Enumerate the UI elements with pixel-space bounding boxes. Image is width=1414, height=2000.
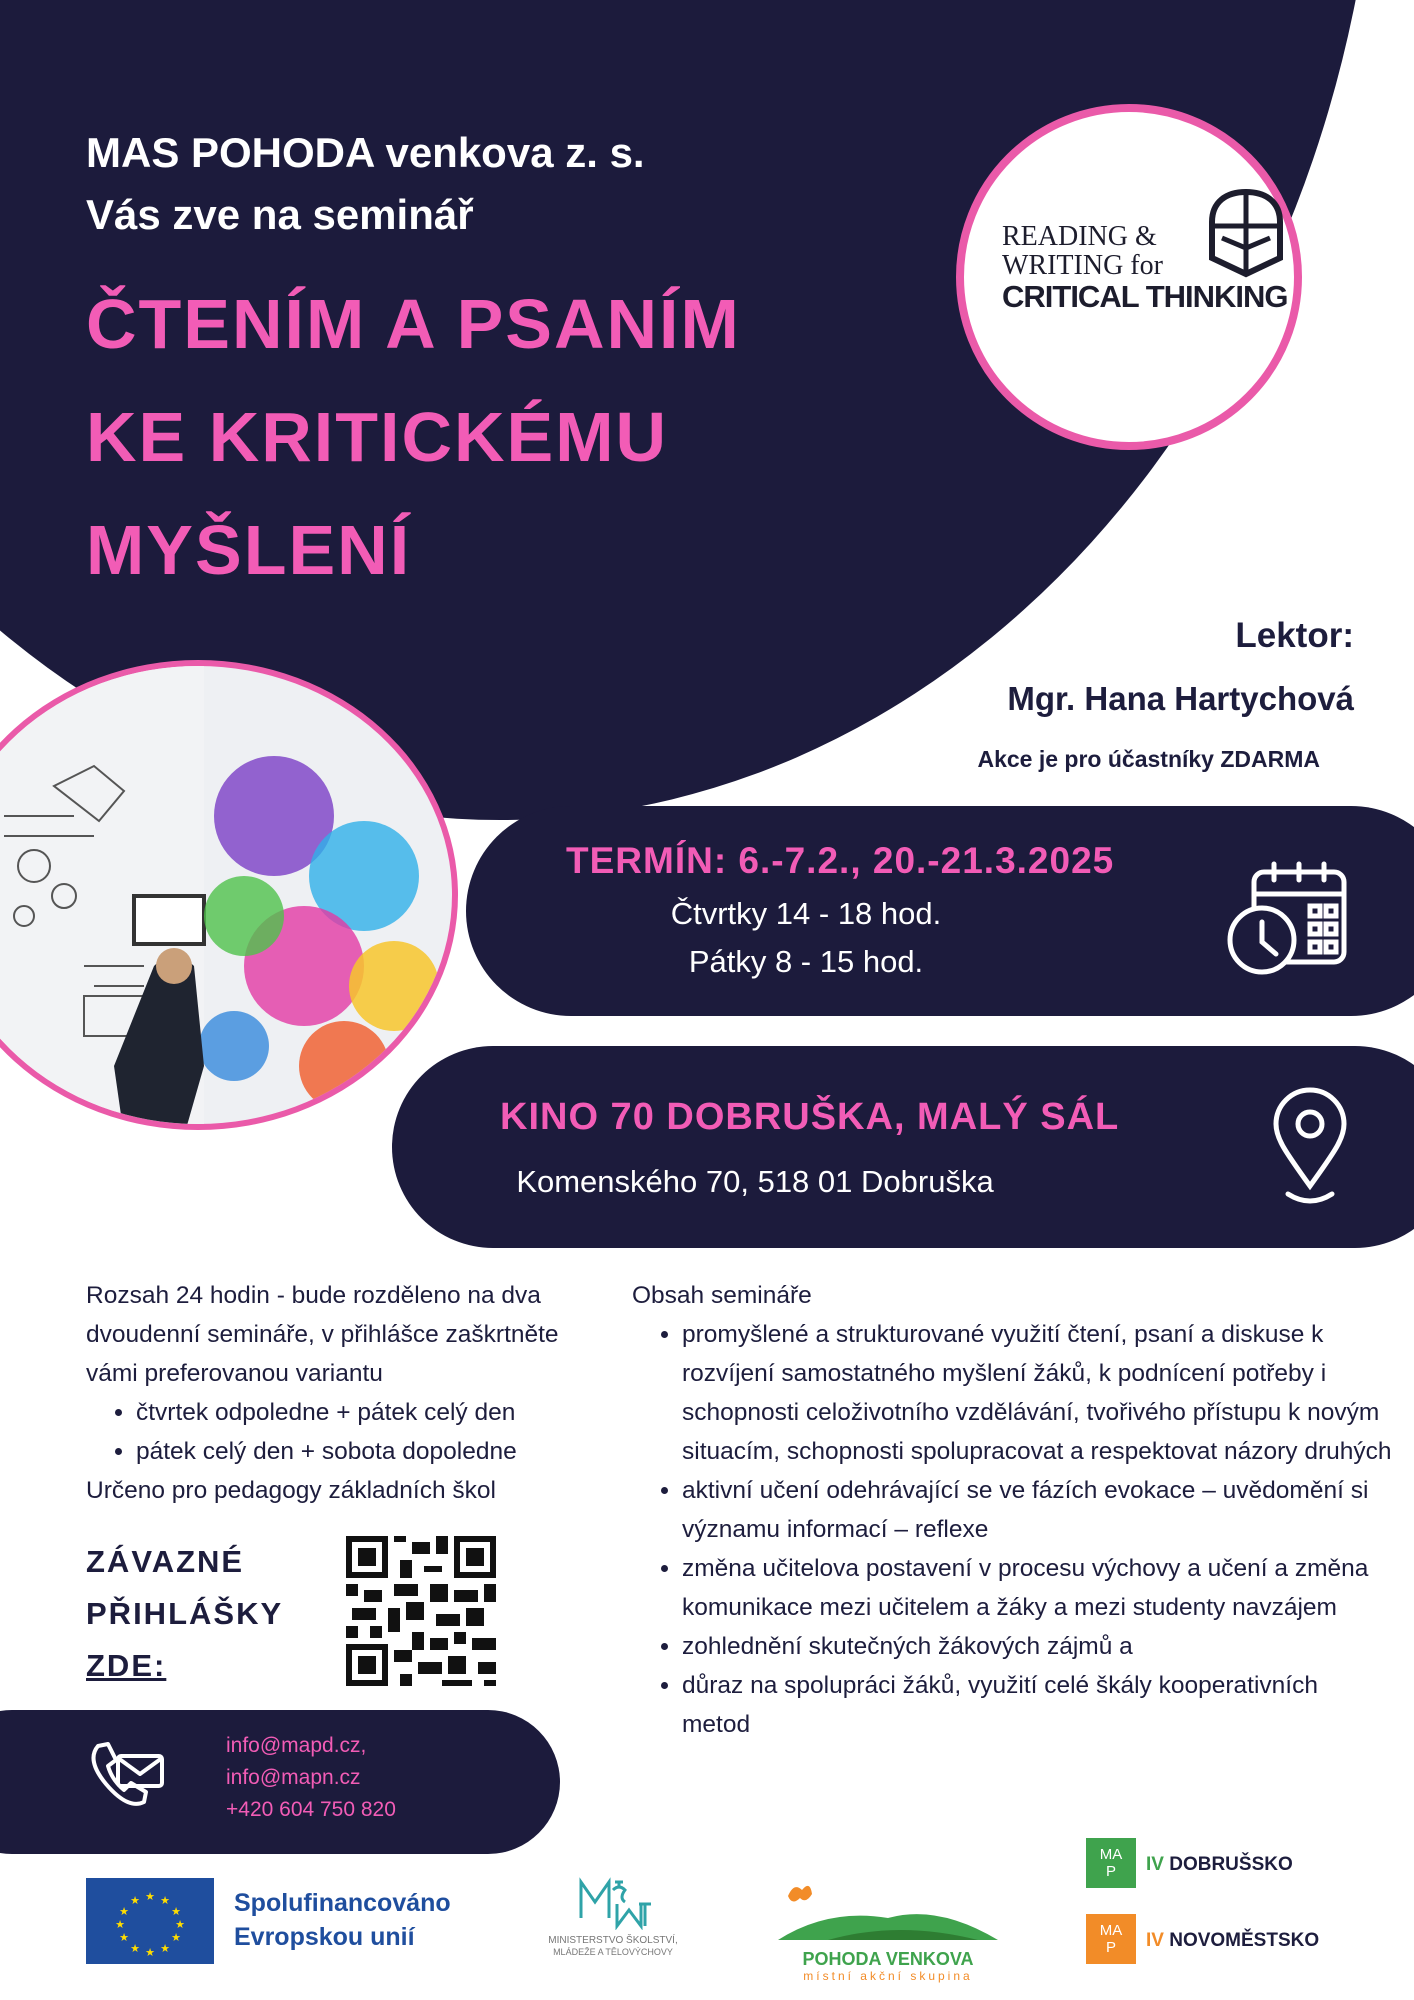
eu-flag-icon bbox=[86, 1878, 214, 1964]
msmt-logo bbox=[518, 1874, 708, 1958]
lector-label: Lektor: bbox=[1235, 616, 1354, 655]
msmt-line-2: MLÁDEŽE A TĚLOVÝCHOVY bbox=[553, 1947, 673, 1957]
logo-line-1: READING & bbox=[1002, 221, 1157, 252]
svg-text:★: ★ bbox=[119, 1905, 129, 1918]
variant-list bbox=[86, 1393, 606, 1471]
lector-name: Mgr. Hana Hartychová bbox=[1007, 680, 1354, 717]
svg-text:★: ★ bbox=[175, 1918, 185, 1931]
map-novomestsko-label: IV NOVOMĚSTSKO bbox=[1146, 1930, 1320, 1951]
calendar-clock-icon bbox=[1224, 860, 1354, 980]
svg-text:★: ★ bbox=[160, 1942, 170, 1955]
organizer-heading bbox=[86, 122, 645, 246]
phone-mail-icon bbox=[84, 1740, 168, 1816]
scope-intro: Rozsah 24 hodin - bude rozděleno na dva dvoudenní semináře, v přihlášce zaškrtněte vámi preferovanou variantu bbox=[86, 1282, 559, 1387]
eu-cofinanced-text bbox=[234, 1886, 451, 1954]
pohoda-line-1: POHODA VENKOVA bbox=[802, 1949, 974, 1969]
rwct-logo bbox=[956, 104, 1302, 450]
list-item: • čtvrtek odpoledne + pátek celý den bbox=[136, 1393, 606, 1432]
list-item: • promyšlené a strukturované využití čtení, psaní a diskuse k rozvíjení samostatného myšlení žáků, k podnícení potřeby i schopnosti celoživotního vzdělávání, tvořivého přístupu k novým situacím, schopnosti spolupracovat a respektovat názory druhých bbox=[682, 1315, 1392, 1471]
svg-text:★: ★ bbox=[160, 1894, 170, 1907]
content-heading: Obsah semináře bbox=[632, 1282, 812, 1309]
brainstorm-illustration bbox=[0, 666, 458, 1130]
list-item: • důraz na spolupráci žáků, využití celé škály kooperativních metod bbox=[682, 1666, 1392, 1744]
svg-text:★: ★ bbox=[115, 1918, 125, 1931]
term-fridays: Pátky 8 - 15 hod. bbox=[688, 944, 924, 979]
location-address: Komenského 70, 518 01 Dobruška bbox=[516, 1164, 994, 1199]
svg-text:★: ★ bbox=[119, 1931, 129, 1944]
free-admission-note: Akce je pro účastníky ZDARMA bbox=[977, 746, 1320, 772]
msmt-monogram-icon bbox=[573, 1874, 653, 1930]
seminar-scope bbox=[86, 1276, 606, 1510]
title-line-1: ČTENÍM A PSANÍM bbox=[86, 285, 741, 363]
location-title: KINO 70 DOBRUŠKA, MALÝ SÁL bbox=[500, 1096, 1120, 1138]
logo-text bbox=[1002, 222, 1292, 314]
title-line-3: MYŠLENÍ bbox=[86, 511, 412, 589]
svg-text:★: ★ bbox=[145, 1890, 155, 1903]
msmt-line-1: MINISTERSTVO ŠKOLSTVÍ, bbox=[548, 1935, 678, 1946]
invitation-line: Vás zve na seminář bbox=[86, 191, 474, 238]
list-item: • změna učitelova postavení v procesu výchovy a učení a změna komunikace mezi učitelem a žáky a mezi studenty navzájem bbox=[682, 1549, 1392, 1627]
term-title: TERMÍN: 6.-7.2., 20.-21.3.2025 bbox=[566, 840, 1115, 881]
svg-text:★: ★ bbox=[145, 1946, 155, 1959]
eu-line-1: Spolufinancováno bbox=[234, 1889, 451, 1917]
pohoda-hills-icon bbox=[768, 1874, 1008, 1944]
logo-line-2: WRITING for bbox=[1002, 250, 1163, 281]
audience-note: Určeno pro pedagogy základních škol bbox=[86, 1477, 496, 1504]
signup-line-3: ZDE: bbox=[86, 1648, 167, 1683]
map-dobrusko-label: IV DOBRUŠSKO bbox=[1146, 1854, 1293, 1875]
list-item: • pátek celý den + sobota dopoledne bbox=[136, 1432, 606, 1471]
pohoda-line-2: místní akční skupina bbox=[803, 1969, 973, 1983]
map-dobrusko-badge: MA P bbox=[1086, 1838, 1136, 1888]
list-item: • aktivní učení odehrávající se ve fázích evokace – uvědomění si významu informací – reflexe bbox=[682, 1471, 1392, 1549]
svg-text:★: ★ bbox=[130, 1894, 140, 1907]
list-item: • zohlednění skutečných žákových zájmů a bbox=[682, 1627, 1392, 1666]
organizer-name: MAS POHODA venkova z. s. bbox=[86, 129, 645, 176]
term-thursdays: Čtvrtky 14 - 18 hod. bbox=[670, 896, 942, 931]
signup-label bbox=[86, 1536, 283, 1692]
email-mapn-link[interactable]: info@mapn.cz bbox=[226, 1766, 361, 1789]
svg-text:★: ★ bbox=[130, 1942, 140, 1955]
contact-details bbox=[226, 1730, 396, 1826]
logo-line-3: CRITICAL THINKING bbox=[1002, 279, 1288, 314]
eu-line-2: Evropskou unií bbox=[234, 1923, 415, 1951]
email-mapd-link[interactable]: info@mapd.cz, bbox=[226, 1734, 367, 1757]
pohoda-venkova-logo bbox=[768, 1874, 1008, 1983]
svg-text:★: ★ bbox=[171, 1905, 181, 1918]
location-panel bbox=[392, 1046, 1414, 1248]
seminar-title bbox=[86, 268, 741, 607]
title-line-2: KE KRITICKÉMU bbox=[86, 398, 669, 476]
location-pin-icon bbox=[1270, 1086, 1350, 1210]
content-list bbox=[632, 1315, 1392, 1744]
seminar-content bbox=[632, 1276, 1392, 1744]
signup-line-2: PŘIHLÁŠKY bbox=[86, 1596, 284, 1631]
signup-qr-code[interactable] bbox=[346, 1536, 496, 1686]
signup-line-1: ZÁVAZNÉ bbox=[86, 1544, 245, 1579]
phone-number[interactable]: +420 604 750 820 bbox=[226, 1798, 396, 1821]
map-novomestsko-badge: MA P bbox=[1086, 1914, 1136, 1964]
svg-text:★: ★ bbox=[171, 1931, 181, 1944]
